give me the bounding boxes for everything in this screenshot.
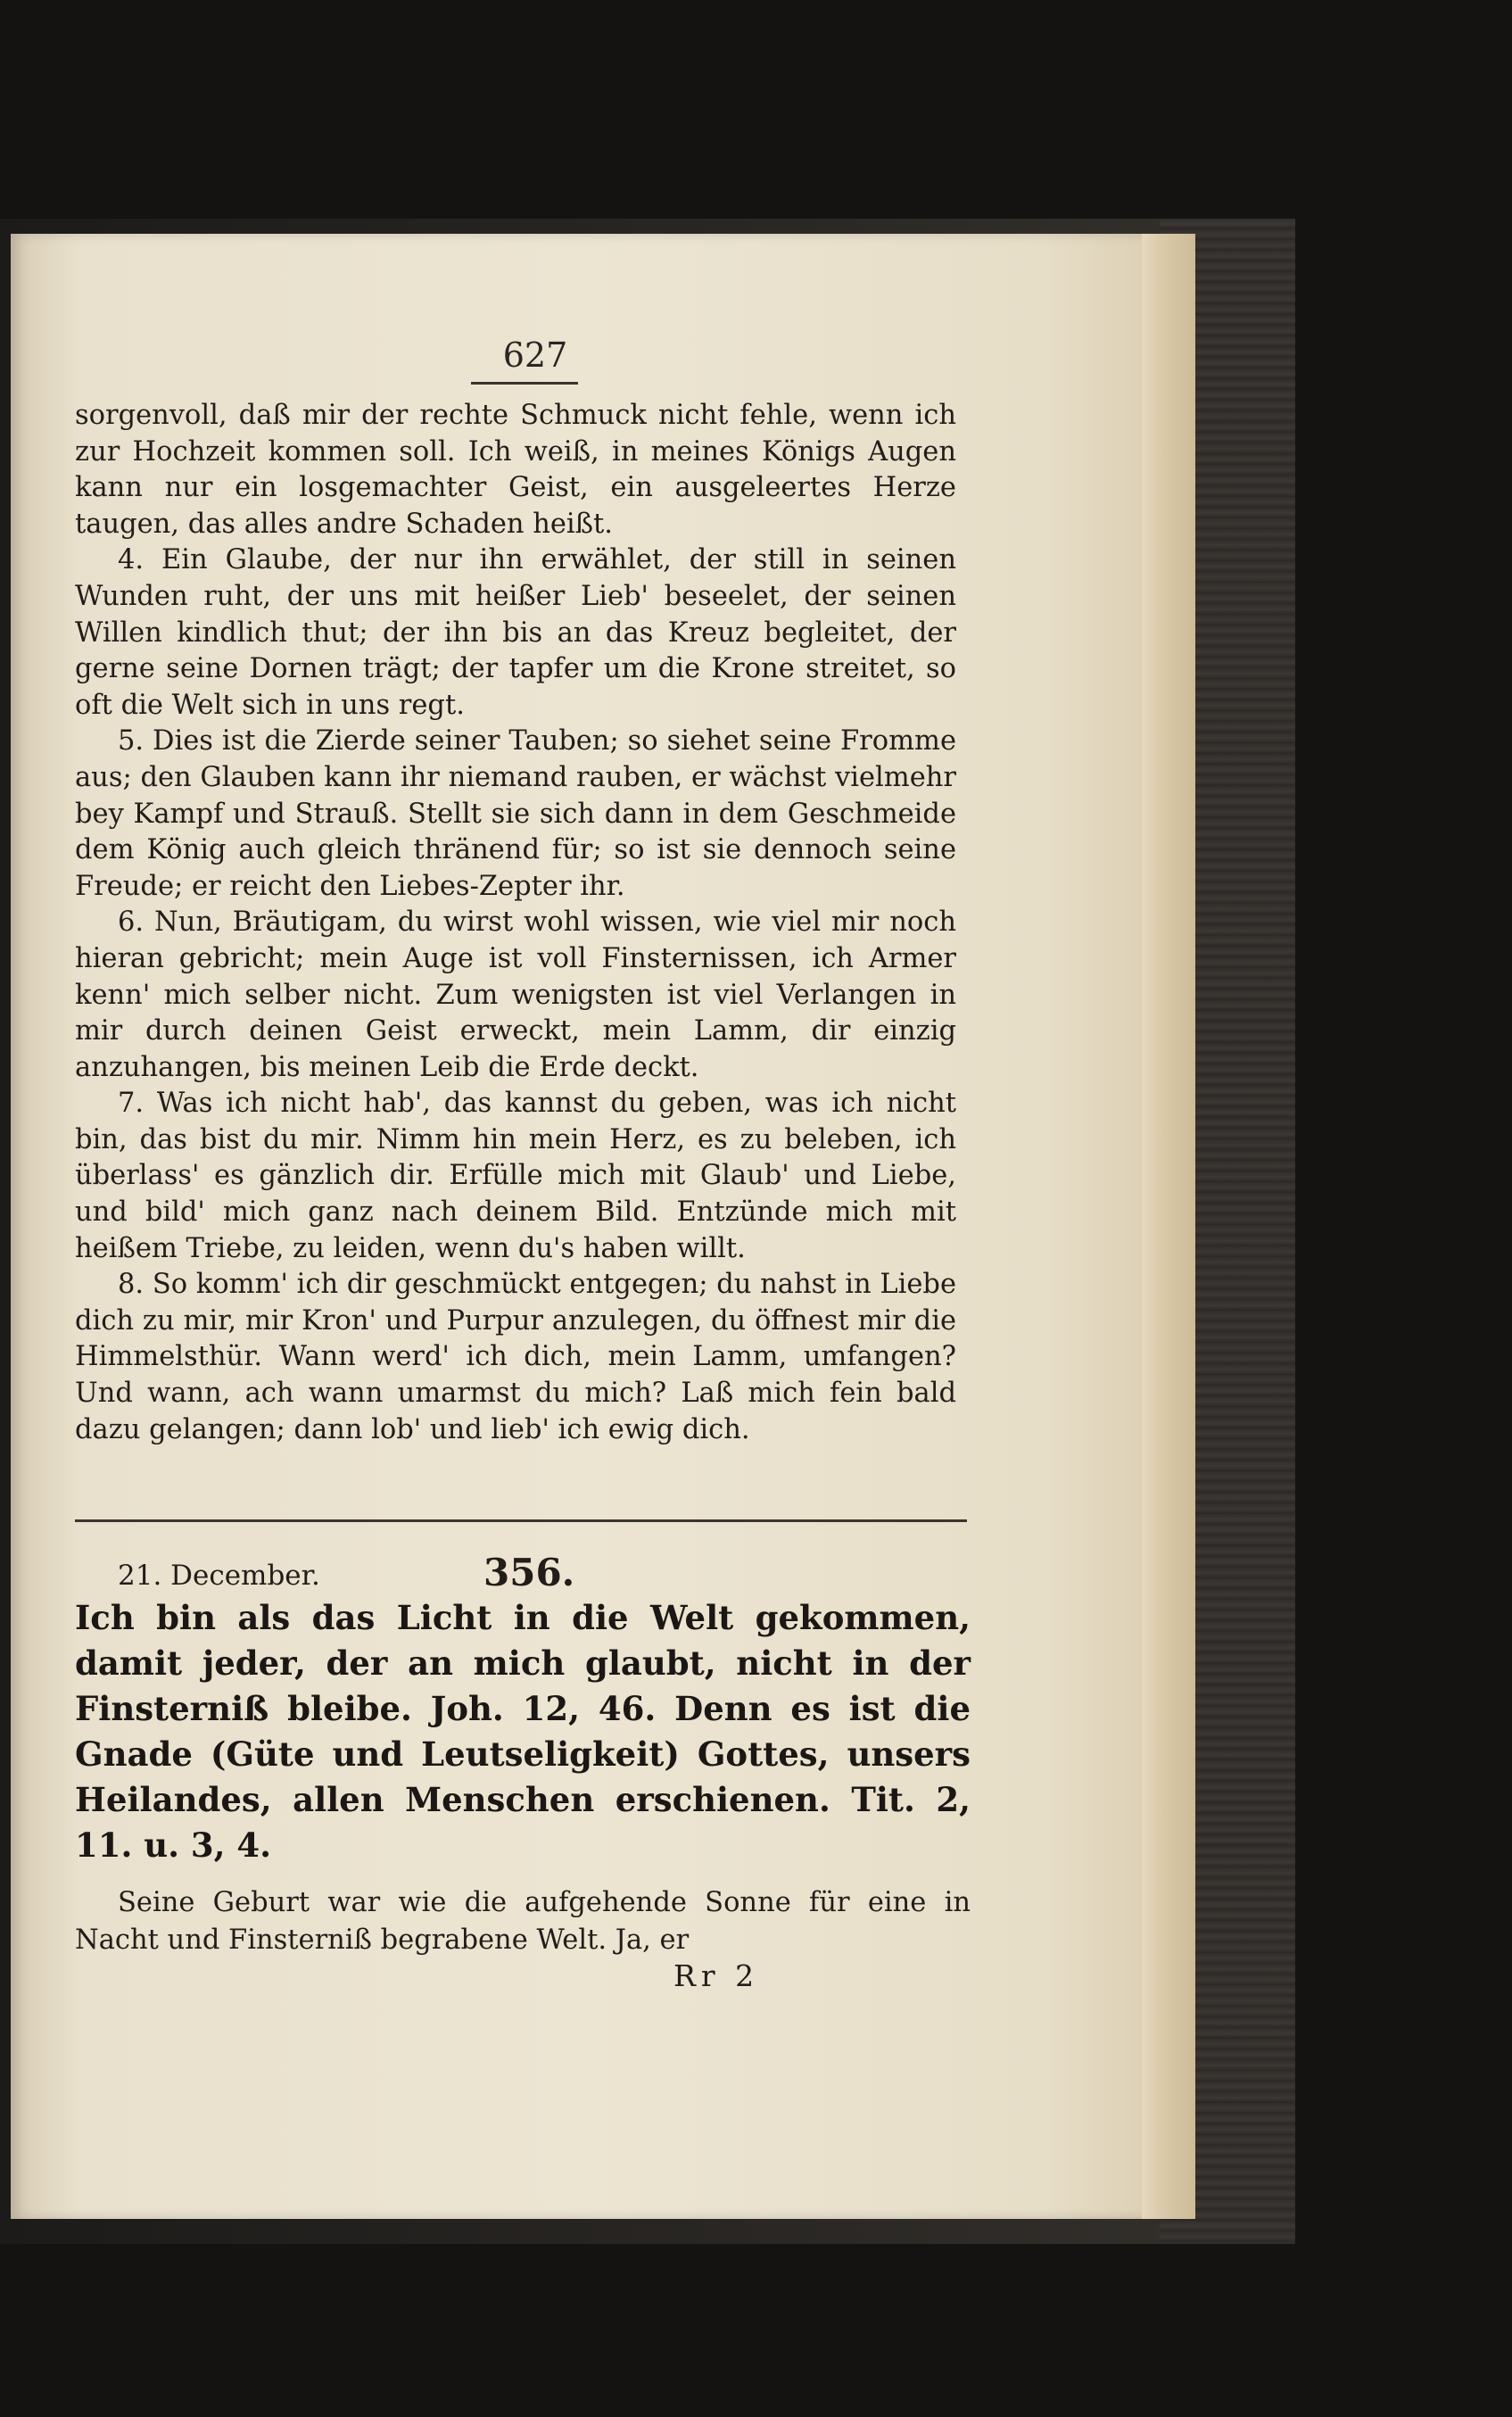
paragraph-continuation: sorgenvoll, daß mir der rechte Schmuck nicht fehle, wenn ich zur Hochzeit kommen soll. Ich weiß, in meines Königs Augen kann nur ein losgemachter Geist, ein ausgeleertes Herze taugen, das alles andre Schaden heißt.: [75, 400, 956, 540]
page-number: 627: [502, 335, 568, 375]
verse-8: 8. So komm' ich dir geschmückt entgegen; du nahst in Liebe dich zu mir, mir Kron' und Purpur anzulegen, du öffnest mir die Himmelsthür. Wann werd' ich dich, mein Lamm, umfangen? Und wann, ach wann umarmst du mich? Laß mich fein bald dazu gelangen; dann lob' und lieb' ich ewig dich.: [75, 1269, 956, 1445]
verse-4: 4. Ein Glaube, der nur ihn erwählet, der still in seinen Wunden ruht, der uns mit heißer Lieb' beseelet, der seinen Willen kindlich thut; der ihn bis an das Kreuz begleitet, der gerne seine Dornen trägt; der tapfer um die Krone streitet, so oft die Welt sich in uns regt.: [75, 544, 956, 721]
verse-7: 7. Was ich nicht hab', das kannst du geben, was ich nicht bin, das bist du mir. Nimm hin mein Herz, es zu beleben, ich überlass' es gänzlich dir. Erfülle mich mit Glaub' und Liebe, und bild' mich ganz nach deinem Bild. Entzünde mich mit heißem Triebe, zu leiden, wenn du's haben willt.: [75, 1088, 956, 1264]
page-number-rule: [471, 382, 578, 385]
scripture-verse: Ich bin als das Licht in die Welt gekommen, damit jeder, der an mich glaubt, nicht in der Finsterniß bleibe. Joh. 12, 46. Denn es ist die Gnade (Güte und Leutseligkeit) Gottes, unsers Heilandes, allen Menschen erschienen. Tit. 2, 11. u. 3, 4.: [75, 1598, 971, 1865]
verse-5: 5. Dies ist die Zierde seiner Tauben; so siehet seine Fromme aus; den Glauben kann ihr niemand rauben, er wächst vielmehr bey Kampf und Strauß. Stellt sie sich dann in dem Geschmeide dem König auch gleich thränend für; so ist sie dennoch seine Freude; er reicht den Liebes-Zepter ihr.: [75, 725, 956, 902]
page-edges: [1142, 234, 1195, 2219]
entry-number: 356.: [483, 1551, 575, 1594]
section-divider: [75, 1519, 967, 1522]
entry-date: 21. December.: [118, 1560, 320, 1592]
signature-mark: Rr 2: [673, 1958, 760, 1993]
verse-6: 6. Nun, Bräutigam, du wirst wohl wissen, wie viel mir noch hieran gebricht; mein Auge ist voll Finsternissen, ich Armer kenn' mich selber nicht. Zum wenigsten ist viel Verlangen in mir durch deinen Geist erweckt, mein Lamm, dir einzig anzuhangen, bis meinen Leib die Erde deckt.: [75, 906, 956, 1083]
hymn-text: [75, 398, 956, 1448]
meditation-text: [75, 1884, 971, 1959]
meditation-paragraph: Seine Geburt war wie die aufgehende Sonne für eine in Nacht und Finsterniß begrabene Welt. Ja, er: [75, 1887, 971, 1956]
